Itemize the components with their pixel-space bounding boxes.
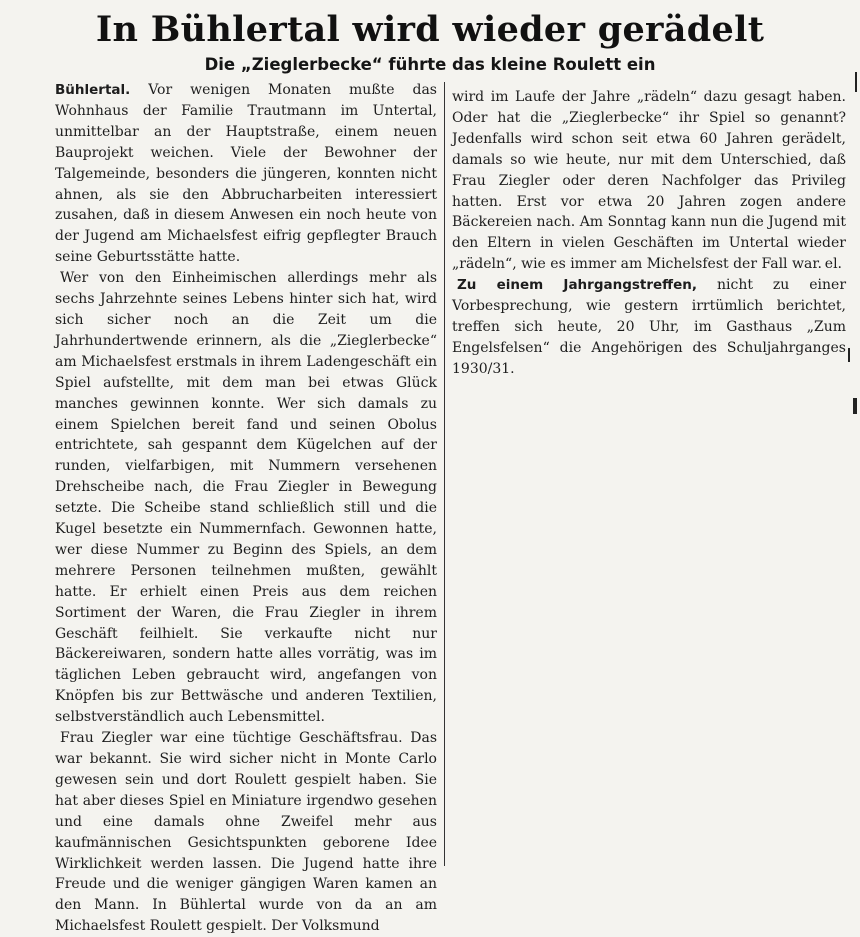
notice-text: nicht zu einer Vorbesprechung, wie gestern irrtümlich berichtet, treffen sich heute, 20 Uhr, im Gasthaus „Zum Engelsfelsen“ die Angehörigen des Schuljahrganges 1930/31.	[452, 277, 847, 377]
notice-lead: Zu einem Jahrgangstreffen,	[457, 277, 698, 294]
paragraph-4-text: wird im Laufe der Jahre „rädeln“ dazu gesagt haben. Oder hat die „Zieglerbecke“ ihr Spiel so genannt? Jedenfalls wird schon seit etwa 60 Jahren gerädelt, damals so wie heute, nur mit dem Unterschied, daß Frau Ziegler oder deren Nachfolger das Privileg hatten. Erst vor etwa 20 Jahren zogen andere Bäckereien nach. Am Sonntag kann nun die Jugend mit den Eltern in vielen Geschäften im Untertal wieder „rädeln“, wie es immer am Michelsfest der Fall war.	[452, 89, 846, 273]
article-column-left	[55, 80, 437, 937]
column-rule	[444, 82, 445, 866]
article-paragraph-3: Frau Ziegler war eine tüchtige Geschäftsfrau. Das war bekannt. Sie wird sicher nicht in Monte Carlo gewesen sein und dort Roulett gespielt haben. Sie hat aber dieses Spiel en Miniature irgendwo gesehen und eine damals ohne Zweifel mehr aus kaufmännischen Gesichtspunkten geborene Idee Wirklichkeit werden lassen. Die Jugend hatte ihre Freude und die weniger gängigen Waren kamen an den Mann. In Bühlertal wurde von da an am Michaelsfest Roulett gespielt. Der Volksmund	[55, 730, 437, 935]
page-edge-mark	[848, 348, 850, 362]
dateline: Bühlertal.	[55, 82, 131, 98]
notice-paragraph	[452, 275, 846, 380]
article-column-right	[452, 87, 846, 380]
headline: In Bühlertal wird wieder gerädelt	[95, 9, 765, 50]
article-paragraph-1	[55, 80, 437, 268]
article-paragraph-4	[452, 87, 846, 275]
paragraph-1-text: Vor wenigen Monaten mußte das Wohnhaus der Familie Trautmann im Untertal, unmittelbar an der Hauptstraße, einem neuen Bauprojekt weichen. Viele der Bewohner der Talgemeinde, besonders die jüngeren, konnten nicht ahnen, als sie den Abbrucharbeiten interessiert zusahen, daß in diesem Anwesen ein noch heute von der Jugend am Michaelsfest eifrig gepflegter Brauch seine Geburtsstätte hatte.	[55, 82, 437, 266]
author-signature: el.	[824, 256, 842, 273]
page-edge-mark	[853, 398, 857, 414]
subheadline: Die „Zieglerbecke“ führte das kleine Roulett ein	[204, 55, 656, 74]
article-paragraph-2: Wer von den Einheimischen allerdings mehr als sechs Jahrzehnte seines Lebens hinter sich hat, wird sich sicher noch an die Zeit um die Jahrhundertwende erinnern, als die „Zieglerbecke“ am Michaelsfest erstmals in ihrem Ladengeschäft ein Spiel aufstellte, mit dem man bei etwas Glück manches gewinnen konnte. Wer sich damals zu einem Spielchen bereit fand und seinen Obolus entrichtete, sah gespannt dem Kügelchen auf der runden, vielfarbigen, mit Nummern versehenen Drehscheibe nach, die Frau Ziegler in Bewegung setzte. Die Scheibe stand schließlich still und die Kugel besetzte ein Nummernfach. Gewonnen hatte, wer diese Nummer zu Beginn des Spiels, an dem mehrere Personen teilnehmen mußten, gewählt hatte. Er erhielt einen Preis aus dem reichen Sortiment der Waren, die Frau Ziegler in ihrem Geschäft feilhielt. Sie verkaufte nicht nur Bäckereiwaren, sondern hatte alles vorrätig, was im täglichen Leben gebraucht wird, angefangen von Knöpfen bis zur Bettwäsche und anderen Textilien, selbstverständlich auch Lebensmittel.	[55, 270, 437, 726]
page-edge-mark	[855, 72, 857, 92]
